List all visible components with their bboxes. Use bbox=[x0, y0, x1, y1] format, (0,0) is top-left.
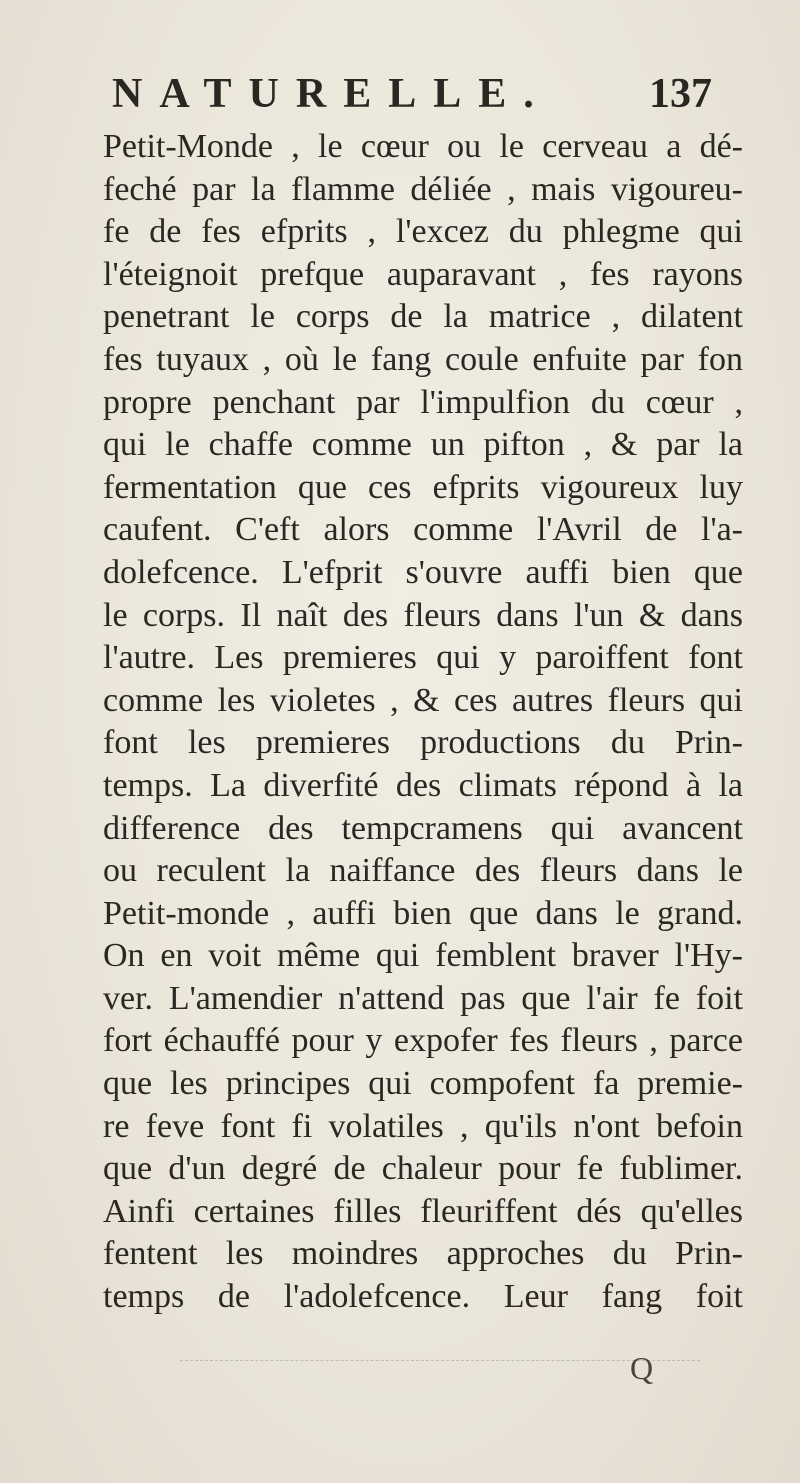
text-line: On en voit même qui femblent braver l'Hy- bbox=[103, 937, 743, 975]
text-line: feché par la flamme déliée , mais vigoureu- bbox=[103, 170, 743, 208]
page-number: 137 bbox=[649, 71, 712, 117]
text-line: fes tuyaux , où le fang coule enfuite par fon bbox=[103, 340, 743, 378]
text-line: ver. L'amendier n'attend pas que l'air fe foit bbox=[103, 979, 743, 1017]
text-line: que les principes qui compofent fa premie- bbox=[103, 1065, 743, 1103]
text-line: Petit-Monde , le cœur ou le cerveau a dé- bbox=[103, 128, 743, 165]
text-line: fe de fes efprits , l'excez du phlegme qui bbox=[103, 213, 743, 251]
text-line: ou reculent la naiffance des fleurs dans le bbox=[103, 852, 743, 890]
text-line: qui le chaffe comme un pifton , & par la bbox=[103, 426, 743, 464]
body-text bbox=[103, 126, 743, 1319]
text-line: l'autre. Les premieres qui y paroiffent font bbox=[103, 639, 743, 677]
page-header bbox=[112, 70, 712, 134]
text-line: dolefcence. L'efprit s'ouvre auffi bien que bbox=[103, 553, 743, 591]
text-line: Petit-monde , auffi bien que dans le grand. bbox=[103, 894, 743, 932]
text-line: re feve font fi volatiles , qu'ils n'ont befoin bbox=[103, 1107, 743, 1145]
text-line: propre penchant par l'impulfion du cœur , bbox=[103, 383, 743, 421]
running-title: NATURELLE. bbox=[112, 71, 551, 117]
text-line: penetrant le corps de la matrice , dilatent bbox=[103, 298, 743, 336]
text-line: font les premieres productions du Prin- bbox=[103, 724, 743, 762]
catchword: Q bbox=[630, 1350, 654, 1386]
text-line: l'éteignoit prefque auparavant , fes rayons bbox=[103, 255, 743, 293]
text-line: temps. La diverfité des climats répond à la bbox=[103, 766, 743, 804]
bottom-rule bbox=[180, 1360, 700, 1361]
text-line: que d'un degré de chaleur pour fe fublimer. bbox=[103, 1150, 743, 1188]
text-line: le corps. Il naît des fleurs dans l'un & dans bbox=[103, 596, 743, 634]
text-line: fentent les moindres approches du Prin- bbox=[103, 1235, 743, 1273]
text-line: Ainfi certaines filles fleuriffent dés qu'elles bbox=[103, 1192, 743, 1230]
text-line: caufent. C'eft alors comme l'Avril de l'a- bbox=[103, 511, 743, 549]
text-line: fermentation que ces efprits vigoureux luy bbox=[103, 468, 743, 506]
text-line: comme les violetes , & ces autres fleurs qui bbox=[103, 681, 743, 719]
text-line: temps de l'adolefcence. Leur fang foit bbox=[103, 1278, 743, 1316]
text-line: fort échauffé pour y expofer fes fleurs , parce bbox=[103, 1022, 743, 1060]
text-line: difference des tempcramens qui avancent bbox=[103, 809, 743, 847]
